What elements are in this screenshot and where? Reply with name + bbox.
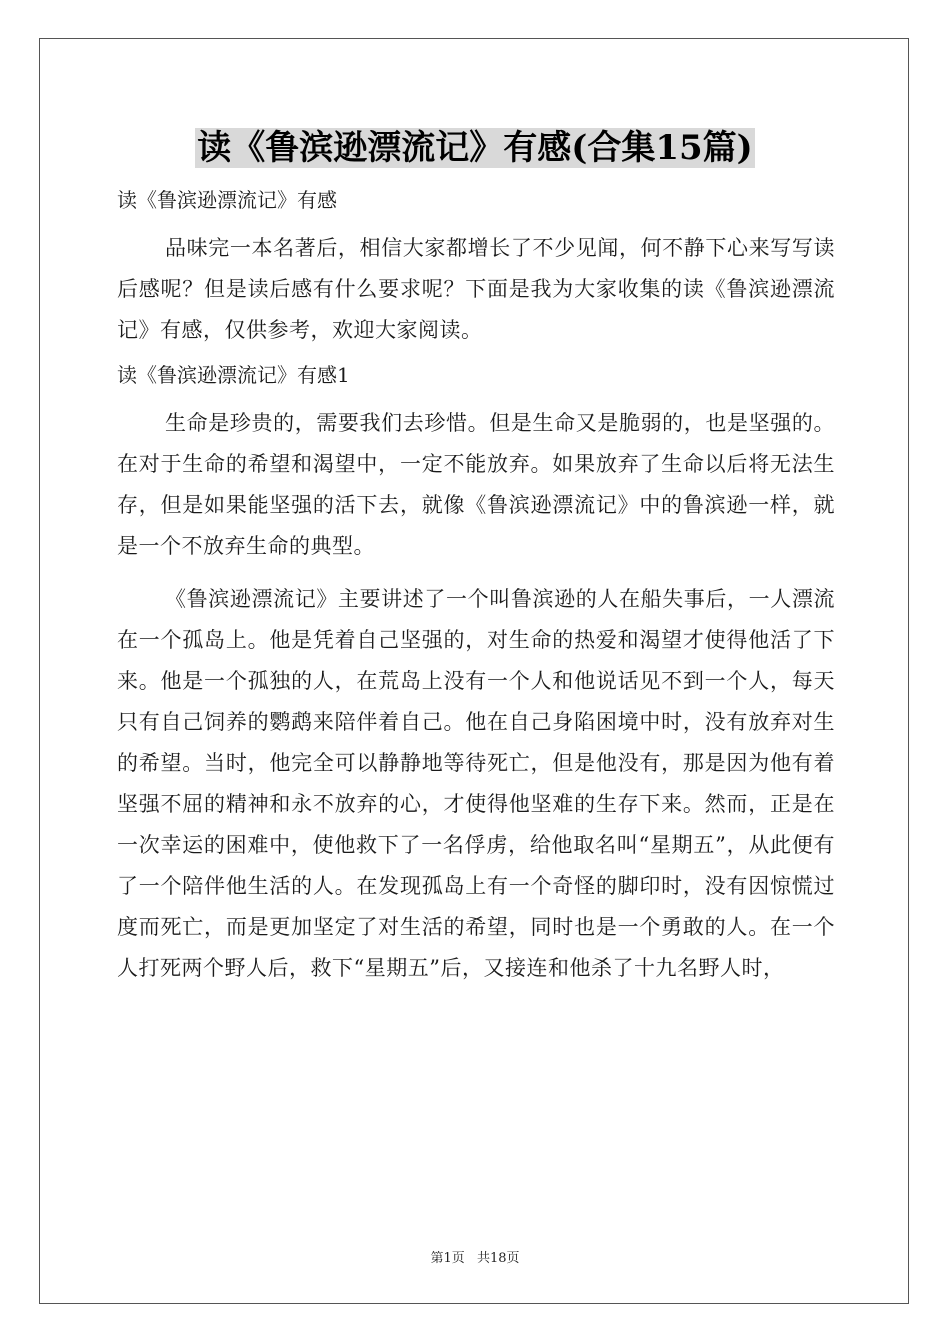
page-total: 共18页	[476, 1251, 520, 1266]
document-body	[117, 180, 835, 993]
section-heading: 读《鲁滨逊漂流记》有感1	[117, 363, 350, 387]
document-title: 读《鲁滨逊漂流记》有感(合集15篇)	[197, 128, 753, 168]
paragraph: 生命是珍贵的，需要我们去珍惜。但是生命又是脆弱的，也是坚强的。在对于生命的希望和渴望中，一定不能放弃。如果放弃了生命以后将无法生存，但是如果能坚强的活下去，就像《鲁滨逊漂流记》中的鲁滨逊一样，就是一个不放弃生命的典型。	[117, 411, 835, 558]
paragraph: 品味完一本名著后，相信大家都增长了不少见闻，何不静下心来写写读后感呢？但是读后感有什么要求呢？下面是我为大家收集的读《鲁滨逊漂流记》有感，仅供参考，欢迎大家阅读。	[117, 236, 835, 342]
paragraph: 《鲁滨逊漂流记》主要讲述了一个叫鲁滨逊的人在船失事后，一人漂流在一个孤岛上。他是凭着自己坚强的，对生命的热爱和渴望才使得他活了下来。他是一个孤独的人，在荒岛上没有一个人和他说话见不到一个人，每天只有自己饲养的鹦鹉来陪伴着自己。他在自己身陷困境中时，没有放弃对生的希望。当时，他完全可以静静地等待死亡，但是他没有，那是因为他有着坚强不屈的精神和永不放弃的心，才使得他坚难的生存下来。然而，正是在一次幸运的困难中，使他救下了一名俘虏，给他取名叫“星期五”，从此便有了一个陪伴他生活的人。在发现孤岛上有一个奇怪的脚印时，没有因惊慌过度而死亡，而是更加坚定了对生活的希望，同时也是一个勇敢的人。在一个人打死两个野人后，救下“星期五”后，又接连和他杀了十九名野人时，	[117, 587, 835, 980]
section-heading: 读《鲁滨逊漂流记》有感	[117, 188, 337, 212]
page-footer	[0, 1247, 950, 1266]
page-number: 第1页	[430, 1251, 465, 1266]
title-container	[0, 128, 950, 168]
